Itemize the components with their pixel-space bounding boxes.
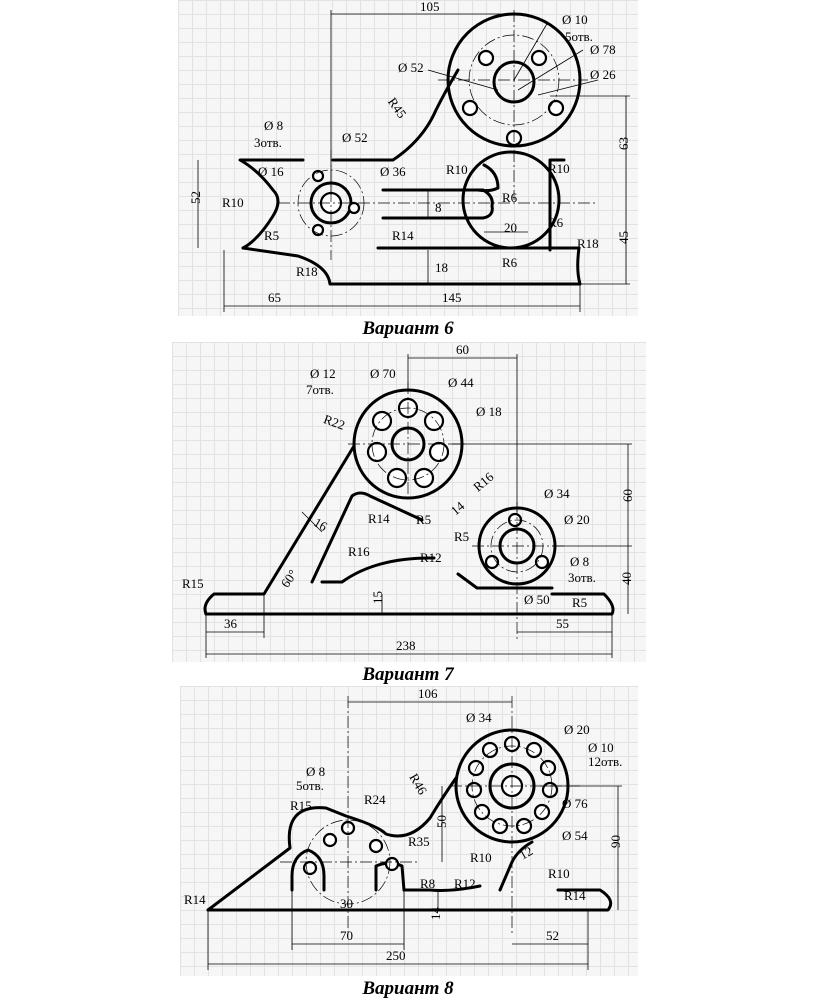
- drawing-variant-7: [172, 342, 646, 662]
- dim-text: Ø 70: [370, 366, 396, 381]
- dim-text: R15: [182, 576, 204, 591]
- dim-text: Ø 8: [264, 118, 284, 133]
- dim-text: 20: [504, 220, 517, 235]
- dim-text: 40: [619, 572, 634, 585]
- dimension-lines: [206, 354, 632, 658]
- dim-text: Ø 12: [310, 366, 336, 381]
- dim-text: Ø 20: [564, 512, 590, 527]
- dim-text: 60°: [277, 566, 301, 591]
- dim-text: R16: [470, 469, 497, 495]
- dim-text: 16: [311, 514, 331, 535]
- dim-text: 12: [516, 843, 536, 863]
- dim-text: 238: [396, 638, 416, 653]
- drawing-variant-8: [180, 686, 638, 976]
- dim-text: R10: [222, 195, 244, 210]
- dim-text: Ø 54: [562, 828, 588, 843]
- dim-text: R15: [290, 798, 312, 813]
- dim-text: R10: [548, 866, 570, 881]
- dim-text: 52: [546, 928, 559, 943]
- dim-text: 45: [616, 231, 631, 244]
- dim-text: 7отв.: [306, 382, 334, 397]
- dim-text: 14: [428, 907, 443, 920]
- dim-text: 30: [340, 896, 353, 911]
- dim-text: Ø 10: [588, 740, 614, 755]
- dim-text: R10: [446, 162, 468, 177]
- dim-text: 18: [435, 260, 448, 275]
- caption-variant-6: Вариант 6: [362, 318, 454, 339]
- dim-text: R5: [264, 228, 280, 243]
- dim-text: 60: [620, 489, 635, 502]
- dim-text: 60: [456, 342, 469, 357]
- dim-text: Ø 18: [476, 404, 502, 419]
- dim-text: 3отв.: [254, 135, 282, 150]
- dim-text: R45: [384, 94, 410, 121]
- dim-text: Ø 34: [466, 710, 492, 725]
- dim-text: 12отв.: [588, 754, 623, 769]
- drawing-svg-6: [178, 0, 638, 316]
- dim-text: R16: [348, 544, 370, 559]
- dim-text: 250: [386, 948, 406, 963]
- dim-text: Ø 16: [258, 164, 284, 179]
- dim-text: Ø 10: [562, 12, 588, 27]
- dim-text: R10: [470, 850, 492, 865]
- dim-text: 3отв.: [568, 570, 596, 585]
- dim-text: 63: [616, 137, 631, 150]
- dim-text: 145: [442, 290, 462, 305]
- dim-text: R6: [502, 190, 518, 205]
- dim-text: 105: [420, 0, 440, 14]
- dim-text: R14: [184, 892, 206, 907]
- dim-text: Ø 20: [564, 722, 590, 737]
- dim-text: 14: [447, 498, 468, 519]
- dim-text: 90: [608, 835, 623, 848]
- dim-text: Ø 52: [342, 130, 368, 145]
- dim-text: R18: [577, 236, 599, 251]
- dim-text: R14: [564, 888, 586, 903]
- dim-text: Ø 44: [448, 375, 474, 390]
- dim-text: R22: [321, 411, 348, 433]
- part-outline: [205, 390, 613, 614]
- dim-text: R14: [392, 228, 414, 243]
- holes: [298, 35, 563, 236]
- dim-text: 8: [435, 200, 442, 215]
- dim-text: 50: [434, 815, 449, 828]
- dim-text: Ø 36: [380, 164, 406, 179]
- dim-text: 106: [418, 686, 438, 701]
- dim-text: R6: [548, 215, 564, 230]
- dim-text: R5: [572, 595, 588, 610]
- dim-text: Ø 78: [590, 42, 616, 57]
- dim-text: Ø 26: [590, 67, 616, 82]
- dim-text: Ø 50: [524, 592, 550, 607]
- dim-text: R12: [454, 876, 476, 891]
- dim-text: R10: [548, 161, 570, 176]
- dim-text: 5отв.: [296, 778, 324, 793]
- dim-text: R18: [296, 264, 318, 279]
- dim-text: Ø 76: [562, 796, 588, 811]
- dim-text: 52: [188, 191, 203, 204]
- dim-text: R46: [406, 770, 431, 798]
- dim-text: R8: [420, 876, 436, 891]
- caption-variant-8: Вариант 8: [362, 978, 454, 999]
- dim-text: 15: [370, 591, 385, 604]
- drawing-svg-8: [180, 686, 638, 976]
- dim-text: R5: [416, 512, 432, 527]
- dim-text: 70: [340, 928, 353, 943]
- dim-text: 36: [224, 616, 237, 631]
- dim-text: R6: [502, 255, 518, 270]
- caption-variant-7: Вариант 7: [362, 664, 454, 685]
- dim-text: Ø 52: [398, 60, 424, 75]
- dim-text: 65: [268, 290, 281, 305]
- dim-text: R12: [420, 550, 442, 565]
- dim-text: Ø 34: [544, 486, 570, 501]
- dim-text: R35: [408, 834, 430, 849]
- dim-text: 5отв.: [565, 29, 593, 44]
- dim-text: 55: [556, 616, 569, 631]
- dim-text: R14: [368, 511, 390, 526]
- dim-text: Ø 8: [306, 764, 326, 779]
- drawing-svg-7: [172, 342, 646, 662]
- dim-text: Ø 8: [570, 554, 590, 569]
- part-outline: [208, 730, 611, 910]
- dim-text: R5: [454, 529, 470, 544]
- dim-text: R24: [364, 792, 386, 807]
- drawing-variant-6: [178, 0, 638, 316]
